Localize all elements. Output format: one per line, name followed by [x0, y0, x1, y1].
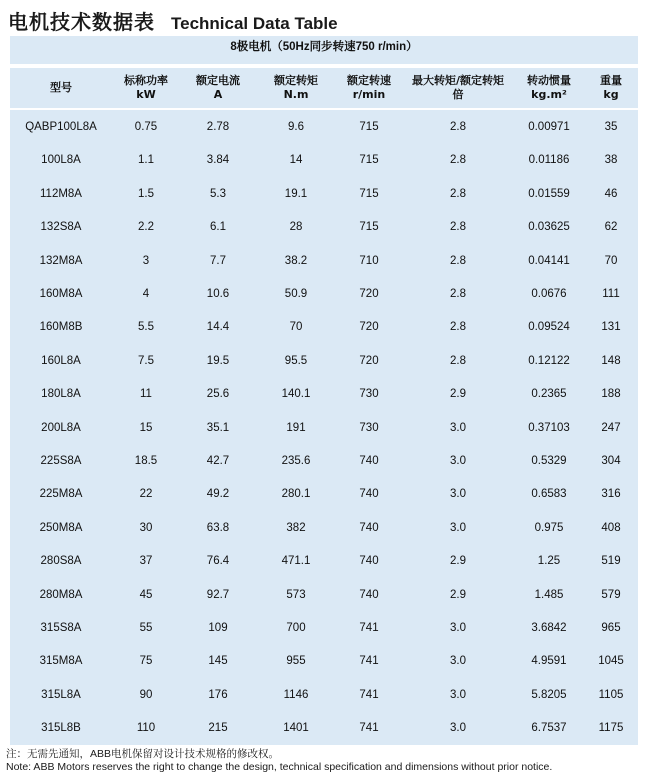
table-cell: 2.2 — [138, 221, 154, 234]
table-cell: 315S8A — [40, 622, 82, 634]
table-row — [10, 611, 638, 645]
table-cell: 191 — [286, 421, 306, 434]
table-header — [10, 68, 638, 108]
subtitle: 8极电机（50Hz同步转速750 r/min） — [230, 41, 418, 53]
table-cell: 741 — [359, 622, 379, 634]
table-cell: 471.1 — [281, 555, 311, 568]
table-cell: 965 — [601, 622, 621, 634]
table-cell: 9.6 — [288, 121, 304, 133]
table-cell: 0.04141 — [528, 254, 570, 267]
table-cell: 15 — [139, 421, 153, 434]
table-cell: 148 — [601, 354, 621, 367]
table-cell: 37 — [139, 555, 153, 568]
column-header-unit: kg.m² — [531, 88, 567, 101]
table-cell: 38 — [604, 154, 618, 167]
table-cell: 10.6 — [206, 288, 230, 300]
table-cell: 304 — [601, 455, 621, 467]
table-row — [10, 344, 638, 378]
table-cell: 280M8A — [39, 588, 83, 601]
table-cell: 4 — [142, 288, 150, 300]
table-cell: 132S8A — [40, 221, 82, 234]
table-cell: 200L8A — [41, 421, 81, 434]
table-cell: 6.7537 — [531, 722, 567, 735]
table-cell: 720 — [359, 321, 379, 334]
table-cell: 19.5 — [206, 354, 230, 367]
table-cell: 5.8205 — [531, 688, 567, 701]
table-cell: 112M8A — [40, 187, 82, 200]
table-cell: 180L8A — [41, 388, 81, 401]
column-header-label: 型号 — [50, 81, 72, 94]
table-cell: 2.8 — [450, 254, 466, 267]
table-cell: 250M8A — [39, 521, 83, 534]
table-cell: 1.1 — [138, 154, 154, 167]
table-cell: 109 — [208, 622, 228, 634]
table-cell: 176 — [208, 688, 228, 701]
table-cell: 0.00971 — [528, 121, 570, 133]
column-header — [336, 68, 402, 108]
column-header-label: 标称功率 — [124, 74, 168, 87]
table-cell: 132M8A — [39, 254, 83, 267]
table-row — [10, 177, 638, 211]
table-cell: 92.7 — [206, 588, 230, 601]
table-row — [10, 578, 638, 612]
table-cell: 740 — [359, 455, 379, 467]
table-cell: 7.7 — [210, 254, 226, 267]
table-cell: 160M8B — [39, 321, 83, 334]
table-cell: 1.25 — [537, 555, 561, 568]
table-cell: 90 — [139, 688, 153, 701]
table-cell: 3.0 — [450, 521, 466, 534]
table-cell: QABP100L8A — [25, 121, 97, 133]
table-cell: 700 — [286, 622, 306, 634]
table-row — [10, 711, 638, 745]
table-row — [10, 477, 638, 511]
table-cell: 2.9 — [450, 588, 466, 601]
table-cell: 0.975 — [534, 521, 564, 534]
table-row — [10, 544, 638, 578]
column-header-label: 额定电流 — [196, 74, 240, 87]
column-header — [112, 68, 180, 108]
table-row — [10, 678, 638, 712]
table-cell: 95.5 — [284, 354, 308, 367]
table-row — [10, 310, 638, 344]
table-cell: 741 — [359, 688, 379, 701]
table-cell: 1.485 — [534, 588, 564, 601]
table-cell: 49.2 — [206, 488, 230, 501]
column-header — [514, 68, 584, 108]
column-header-unit: r/min — [352, 88, 386, 101]
table-cell: 2.9 — [450, 388, 466, 401]
table-cell: 145 — [208, 655, 228, 668]
table-cell: 110 — [136, 722, 156, 735]
table-row — [10, 644, 638, 678]
column-header-unit: N.m — [283, 88, 309, 101]
table-cell: 519 — [601, 555, 621, 568]
note-english: Note: ABB Motors reserves the right to change the design, technical specification and dimensions without prior notice. — [6, 761, 553, 773]
table-cell: 4.9591 — [531, 655, 567, 668]
table-cell: 0.12122 — [528, 354, 570, 367]
table-cell: 28 — [289, 221, 303, 234]
table-cell: 38.2 — [284, 254, 308, 267]
table-cell: 280S8A — [40, 555, 82, 568]
table-cell: 76.4 — [206, 555, 230, 568]
table-cell: 30 — [139, 521, 153, 534]
table-cell: 0.0676 — [531, 288, 567, 300]
table-cell: 730 — [359, 421, 379, 434]
column-header-label: 最大转矩/额定转矩 — [411, 74, 505, 87]
table-cell: 382 — [286, 521, 306, 534]
table-cell: 0.2365 — [531, 388, 567, 401]
table-cell: 2.9 — [450, 555, 466, 568]
table-cell: 955 — [286, 655, 306, 668]
table-cell: 140.1 — [281, 388, 311, 401]
table-cell: 0.75 — [134, 121, 158, 133]
table-cell: 3.0 — [450, 455, 466, 467]
column-header — [10, 68, 112, 108]
column-header-unit: 倍 — [452, 88, 464, 101]
table-cell: 2.8 — [450, 288, 466, 300]
table-row — [10, 210, 638, 244]
table-cell: 3.0 — [450, 722, 466, 735]
table-cell: 1401 — [283, 722, 309, 735]
table-cell: 1146 — [283, 688, 309, 701]
table-cell: 225M8A — [39, 488, 83, 501]
table-cell: 131 — [601, 321, 621, 334]
table-cell: 7.5 — [138, 354, 154, 367]
table-cell: 2.78 — [206, 121, 230, 133]
table-cell: 3.0 — [450, 622, 466, 634]
table-cell: 740 — [359, 555, 379, 568]
table-cell: 720 — [359, 288, 379, 300]
table-row — [10, 277, 638, 311]
table-cell: 573 — [286, 588, 306, 601]
column-header-label: 重量 — [600, 74, 622, 87]
table-cell: 710 — [359, 254, 379, 267]
table-cell: 160L8A — [41, 354, 81, 367]
table-cell: 55 — [139, 622, 153, 634]
table-cell: 247 — [601, 421, 621, 434]
column-header-unit: kW — [136, 88, 156, 101]
table-cell: 22 — [139, 488, 153, 501]
table-cell: 715 — [359, 154, 379, 167]
column-header-label: 额定转矩 — [274, 74, 318, 87]
table-cell: 215 — [208, 722, 228, 735]
table-cell: 3.0 — [450, 488, 466, 501]
table-row — [10, 143, 638, 177]
table-cell: 111 — [602, 288, 620, 300]
table-cell: 100L8A — [41, 154, 81, 167]
table-cell: 2.8 — [450, 354, 466, 367]
table-cell: 2.8 — [450, 187, 466, 200]
table-cell: 741 — [359, 722, 379, 735]
table-cell: 19.1 — [284, 187, 308, 200]
table-cell: 715 — [359, 121, 379, 133]
table-cell: 720 — [359, 354, 379, 367]
table-cell: 42.7 — [206, 455, 230, 467]
table-cell: 70 — [289, 321, 303, 334]
table-cell: 740 — [359, 488, 379, 501]
column-header-label: 额定转速 — [347, 74, 391, 87]
table-cell: 315M8A — [39, 655, 83, 668]
column-header-unit: kg — [603, 88, 619, 101]
table-cell: 14 — [289, 154, 303, 167]
table-cell: 0.37103 — [528, 421, 570, 434]
table-cell: 730 — [359, 388, 379, 401]
table-cell: 6.1 — [210, 221, 226, 234]
table-cell: 63.8 — [206, 521, 230, 534]
table-cell: 1.5 — [138, 187, 154, 200]
table-cell: 1175 — [598, 722, 624, 735]
table-cell: 2.8 — [450, 221, 466, 234]
table-cell: 316 — [601, 488, 621, 501]
table-cell: 1105 — [598, 688, 624, 701]
table-row — [10, 377, 638, 411]
table-cell: 75 — [139, 655, 153, 668]
table-cell: 315L8B — [41, 722, 81, 735]
table-row — [10, 444, 638, 478]
title-english: Technical Data Table — [171, 14, 338, 33]
table-row — [10, 110, 638, 144]
table-cell: 2.8 — [450, 321, 466, 334]
note-chinese: 注：无需先通知，ABB电机保留对设计技术规格的修改权。 — [6, 748, 280, 760]
table-cell: 315L8A — [41, 688, 81, 701]
table-cell: 408 — [601, 521, 621, 534]
table-cell: 3.84 — [206, 154, 230, 167]
table-cell: 3.6842 — [531, 622, 567, 634]
column-header — [180, 68, 256, 108]
table-cell: 2.8 — [450, 154, 466, 167]
table-cell: 14.4 — [206, 321, 230, 334]
table-cell: 5.5 — [138, 321, 154, 334]
table-cell: 741 — [359, 655, 379, 668]
table-row — [10, 511, 638, 545]
table-cell: 3.0 — [450, 655, 466, 668]
table-cell: 18.5 — [134, 455, 158, 467]
table-cell: 740 — [359, 588, 379, 601]
table-cell: 225S8A — [40, 455, 82, 467]
table-cell: 3.0 — [450, 421, 466, 434]
table-cell: 35 — [604, 121, 618, 133]
title-chinese: 电机技术数据表 — [8, 10, 155, 34]
table-cell: 579 — [601, 588, 621, 601]
table-cell: 715 — [359, 221, 379, 234]
title — [8, 6, 338, 34]
table-cell: 45 — [139, 588, 153, 601]
table-cell: 3.0 — [450, 688, 466, 701]
table-cell: 50.9 — [284, 288, 308, 300]
table-cell: 280.1 — [281, 488, 311, 501]
column-header-label: 转动惯量 — [527, 74, 571, 87]
column-header-unit: A — [213, 88, 223, 101]
table-cell: 62 — [604, 221, 618, 234]
table-cell: 0.01559 — [528, 187, 570, 200]
table-cell: 740 — [359, 521, 379, 534]
table-cell: 1045 — [598, 655, 624, 668]
table-cell: 0.01186 — [528, 154, 570, 167]
table-cell: 5.3 — [210, 187, 226, 200]
table-cell: 3 — [142, 254, 150, 267]
table-cell: 70 — [604, 254, 618, 267]
column-header — [402, 68, 514, 108]
table-cell: 715 — [359, 187, 379, 200]
table-cell: 160M8A — [39, 288, 83, 300]
table-cell: 235.6 — [281, 455, 311, 467]
table-row — [10, 244, 638, 278]
table-cell: 0.03625 — [528, 221, 570, 234]
table-cell: 2.8 — [450, 121, 466, 133]
table-cell: 188 — [601, 388, 621, 401]
table-cell: 46 — [604, 187, 618, 200]
table-cell: 0.09524 — [528, 321, 570, 334]
table-cell: 35.1 — [206, 421, 230, 434]
column-header — [256, 68, 336, 108]
table-cell: 0.6583 — [531, 488, 567, 501]
column-header — [584, 68, 638, 108]
table-cell: 0.5329 — [531, 455, 567, 467]
table-cell: 11 — [140, 388, 152, 401]
table-row — [10, 411, 638, 445]
table-cell: 25.6 — [206, 388, 230, 401]
